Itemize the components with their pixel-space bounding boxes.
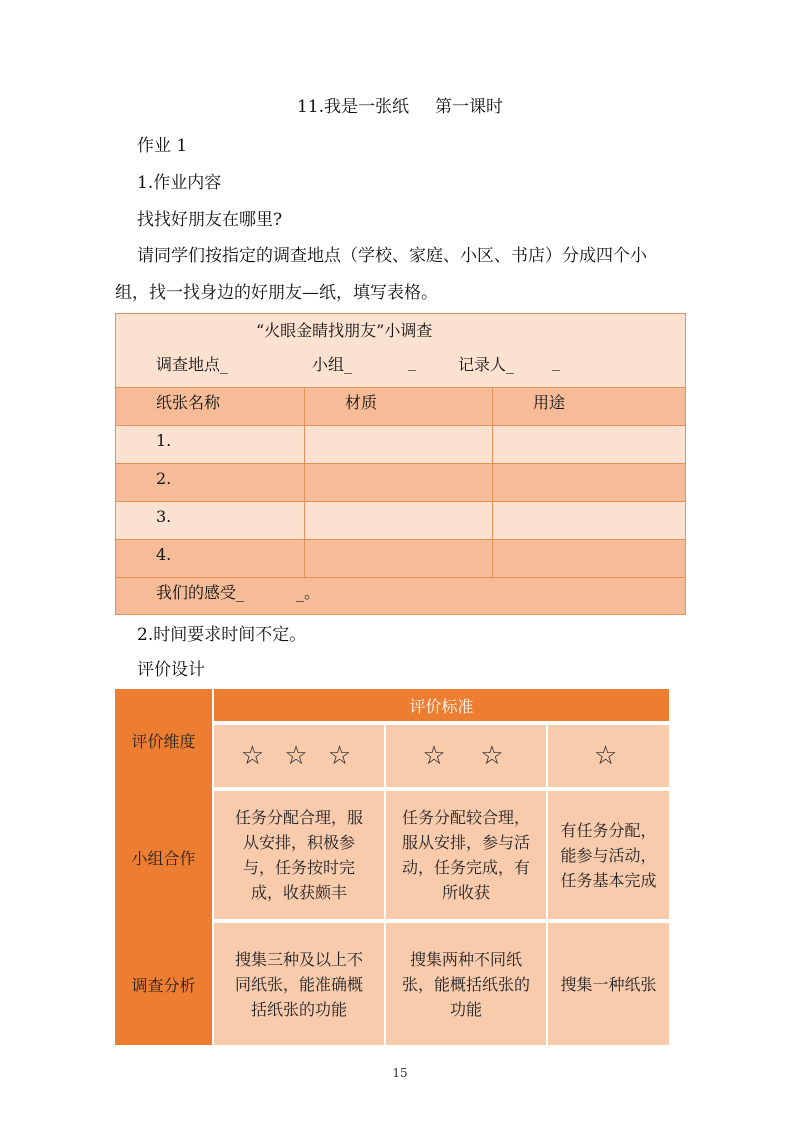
three-star-cell <box>214 725 384 787</box>
instruction-line-1: 请同学们按指定的调查地点（学校、家庭、小区、书店）分成四个小 <box>137 246 647 266</box>
text-line: 服从安排，参与活 <box>401 833 530 852</box>
standard-header <box>214 689 669 721</box>
material-cell <box>304 426 492 463</box>
table-row <box>116 425 685 463</box>
row-number: 3. <box>156 507 172 526</box>
text-line: 任务基本完成 <box>560 870 657 890</box>
survey-feeling-text <box>116 578 685 614</box>
table-row <box>116 539 685 577</box>
survey-title: “火眼金睛找朋友”小调查 <box>256 321 433 340</box>
survey-group-blank: _ <box>408 352 416 371</box>
evaluation-table <box>115 689 669 1045</box>
row-label-cooperation: 小组合作 <box>131 849 196 868</box>
one-star-cell <box>548 725 669 787</box>
row-number: 4. <box>156 545 172 564</box>
survey-footer-row <box>116 577 685 614</box>
instruction-line-2: 组，找一找身边的好朋友—纸，填写表格。 <box>115 283 438 303</box>
column-header-use: 用途 <box>492 388 685 425</box>
dimension-column <box>115 689 212 1045</box>
text-line: 能参与活动， <box>560 845 657 865</box>
text-line: 任务分配较合理， <box>401 808 530 827</box>
find-friend-text: 找找好朋友在哪里? <box>137 210 283 230</box>
text-line: 有任务分配， <box>560 820 657 840</box>
two-star-icon: ☆ ☆ <box>422 741 510 771</box>
text-line: 从安排，积极参 <box>242 833 355 852</box>
survey-recorder-field: 记录人_ <box>458 355 515 374</box>
two-star-cell <box>386 725 546 787</box>
text-line: 成，收获颇丰 <box>250 883 347 902</box>
standard-label: 评价标准 <box>409 696 474 716</box>
table-row <box>116 463 685 501</box>
text-line: 动，任务完成，有 <box>401 858 530 877</box>
analysis-two-star <box>386 923 546 1045</box>
use-cell <box>492 502 685 539</box>
column-header-paper-name: 纸张名称 <box>156 393 221 412</box>
page-number: 15 <box>392 1066 408 1080</box>
text-line: 与，任务按时完 <box>242 858 355 877</box>
survey-location-field: 调查地点_ <box>156 355 229 374</box>
title-sub: 第一课时 <box>435 97 504 117</box>
one-star-icon: ☆ <box>593 741 624 771</box>
material-cell <box>304 464 492 501</box>
text-line: 任务分配合理，服 <box>234 808 363 827</box>
text-line: 同纸张，能准确概 <box>234 974 363 994</box>
text-line: 搜集两种不同纸 <box>409 949 522 969</box>
text-line: 张，能概括纸张的 <box>401 974 530 994</box>
feeling-label: 我们的感受_ <box>156 583 245 602</box>
use-cell <box>492 426 685 463</box>
section-time-heading: 2.时间要求时间不定。 <box>137 625 307 645</box>
text-line: 搜集一种纸张 <box>560 974 657 994</box>
row-number: 2. <box>156 469 172 488</box>
analysis-one-star <box>548 923 669 1045</box>
analysis-three-star <box>214 923 384 1045</box>
survey-recorder-blank: _ <box>552 352 560 371</box>
table-row <box>116 501 685 539</box>
evaluation-heading: 评价设计 <box>137 660 205 680</box>
row-number: 1. <box>156 431 172 450</box>
use-cell <box>492 540 685 577</box>
row-label-analysis: 调查分析 <box>131 976 196 995</box>
three-star-icon: ☆ ☆ ☆ <box>240 741 358 771</box>
text-line: 所收获 <box>441 883 490 902</box>
text-line: 功能 <box>449 999 482 1019</box>
homework-label: 作业 1 <box>137 136 188 156</box>
material-cell <box>304 540 492 577</box>
cooperation-two-star <box>386 791 546 919</box>
survey-header <box>116 314 685 387</box>
cooperation-one-star <box>548 791 669 919</box>
text-line: 搜集三种及以上不 <box>234 949 363 969</box>
section-content-heading: 1.作业内容 <box>137 173 222 193</box>
survey-group-field: 小组_ <box>312 355 353 374</box>
text-line: 括纸张的功能 <box>250 999 347 1019</box>
cooperation-three-star <box>214 791 384 919</box>
survey-table <box>115 313 686 615</box>
use-cell <box>492 464 685 501</box>
page-title <box>0 92 800 117</box>
dimension-label: 评价维度 <box>131 732 196 751</box>
material-cell <box>304 502 492 539</box>
feeling-end: _。 <box>296 583 321 602</box>
title-main: 11.我是一张纸 <box>296 97 410 117</box>
column-header-material: 材质 <box>304 388 492 425</box>
survey-column-header-row <box>116 387 685 425</box>
